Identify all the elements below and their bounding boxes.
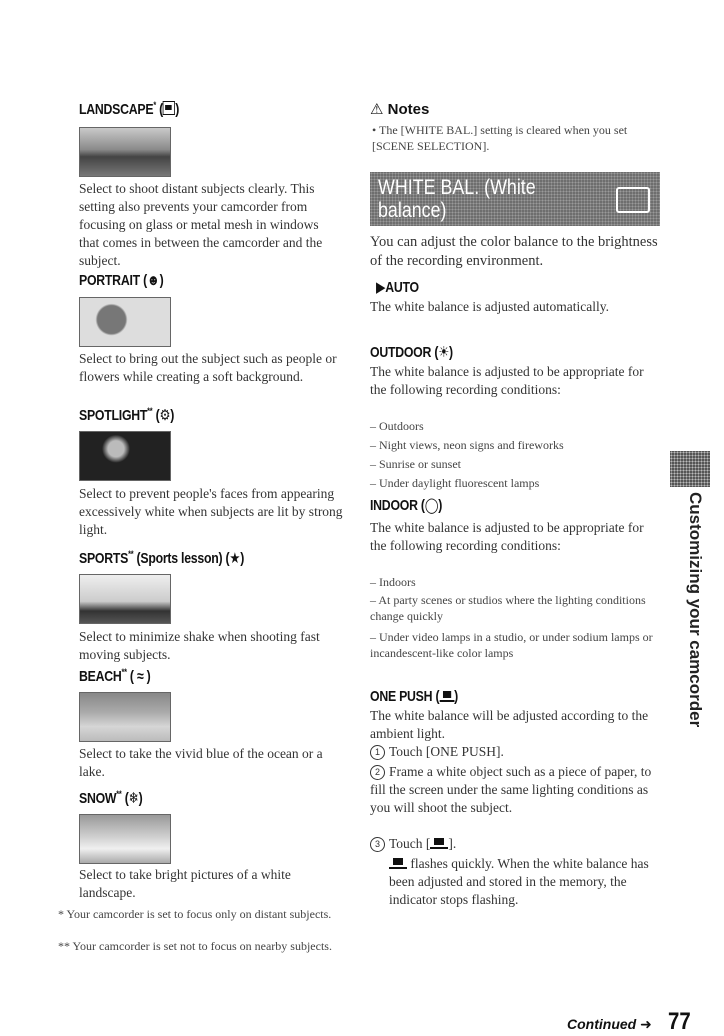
landscape-description: Select to shoot distant subjects clearly. This setting also prevents your camcorder from focusing on glass or metal mesh in windows that comes in between the camcorder and the subject.	[79, 181, 323, 268]
onepush-icon	[439, 690, 454, 702]
continued-label: Continued ➜	[567, 1016, 652, 1032]
indoor-item: – Under video lamps in a studio, or under sodium lamps or incandescent-like color lamps	[370, 630, 653, 660]
onepush-heading: ONE PUSH ( )	[370, 688, 458, 705]
chapter-tab-label: Customizing your camcorder	[686, 492, 705, 728]
onepush-step-3-note: flashes quickly. When the white balance has been adjusted and stored in the memory, the indicator stops flashing.	[389, 856, 649, 907]
beach-description: Select to take the vivid blue of the ocean or a lake.	[79, 746, 323, 779]
white-balance-intro: You can adjust the color balance to the brightness of the recording environment.	[370, 234, 658, 269]
landscape-icon	[163, 101, 175, 115]
onepush-step-3: 3 Touch [ ].	[370, 835, 655, 853]
sports-photo	[79, 574, 171, 624]
banner-title: WHITE BAL. (White balance)	[378, 176, 536, 222]
snow-icon: ❄	[128, 790, 139, 807]
footnote-distant: * Your camcorder is set to focus only on distant subjects.	[58, 907, 332, 921]
notes-icon: ⚠	[370, 101, 384, 118]
footnote-nearby: ** Your camcorder is set not to focus on nearby subjects.	[58, 939, 332, 953]
snow-heading: SNOW** (❄)	[79, 789, 143, 807]
step-number-1-icon: 1	[370, 745, 385, 760]
sports-icon: ★	[229, 550, 241, 567]
spotlight-icon: ⚙	[159, 407, 171, 424]
chapter-tab	[670, 451, 710, 487]
beach-photo	[79, 692, 171, 742]
step-number-3-icon: 3	[370, 837, 385, 852]
page-number: 77	[668, 1008, 691, 1035]
indoor-description: The white balance is adjusted to be appropriate for the following recording conditions:	[370, 520, 644, 553]
auto-description: The white balance is adjusted automatically.	[370, 299, 610, 314]
white-balance-banner	[370, 172, 660, 226]
onepush-icon	[430, 837, 448, 849]
auto-heading: ▶AUTO	[376, 279, 419, 296]
beach-icon: ≈	[136, 668, 144, 685]
spotlight-heading: SPOTLIGHT** (⚙)	[79, 406, 175, 424]
landscape-photo	[79, 127, 171, 177]
outdoor-heading: OUTDOOR (☀)	[370, 344, 453, 361]
notes-title: ⚠ Notes	[370, 101, 430, 118]
outdoor-description: The white balance is adjusted to be appropriate for the following recording conditions:	[370, 364, 644, 397]
indoor-heading: INDOOR (◯)	[370, 497, 443, 514]
outdoor-item: – Night views, neon signs and fireworks	[370, 438, 564, 452]
portrait-photo	[79, 297, 171, 347]
portrait-icon: ☻	[146, 272, 160, 289]
sports-heading: SPORTS** (Sports lesson) (★)	[79, 549, 245, 567]
indoor-item: – At party scenes or studios where the lighting conditions change quickly	[370, 593, 646, 623]
onepush-icon	[389, 857, 407, 869]
sun-icon: ☀	[438, 344, 449, 361]
snow-description: Select to take bright pictures of a white landscape.	[79, 867, 291, 900]
snow-photo	[79, 814, 171, 864]
outdoor-item: – Outdoors	[370, 419, 424, 433]
bulb-icon: ◯	[424, 497, 439, 514]
sports-description: Select to minimize shake when shooting fast moving subjects.	[79, 629, 320, 662]
landscape-heading: LANDSCAPE* ( )	[79, 100, 180, 118]
notes-bullet: • The [WHITE BAL.] setting is cleared when you set [SCENE SELECTION].	[372, 123, 628, 153]
portrait-description: Select to bring out the subject such as people or flowers while creating a soft background.	[79, 351, 337, 384]
onepush-description: The white balance will be adjusted according to the ambient light.	[370, 708, 649, 741]
portrait-heading: PORTRAIT (☻)	[79, 272, 164, 289]
spotlight-photo	[79, 431, 171, 481]
menu-icon	[616, 187, 650, 213]
outdoor-item: – Under daylight fluorescent lamps	[370, 476, 540, 490]
spotlight-description: Select to prevent people's faces from appearing excessively white when subjects are lit by strong light.	[79, 486, 343, 537]
onepush-step-2: 2 Frame a white object such as a piece of paper, to fill the screen under the same lighting conditions as you will shoot the subject.	[370, 764, 652, 815]
arrow-right-icon: ➜	[640, 1016, 652, 1032]
outdoor-item: – Sunrise or sunset	[370, 457, 461, 471]
beach-heading: BEACH** ( ≈ )	[79, 667, 151, 685]
step-number-2-icon: 2	[370, 765, 385, 780]
indoor-item: – Indoors	[370, 575, 416, 589]
onepush-step-1: 1 Touch [ONE PUSH].	[370, 743, 504, 761]
